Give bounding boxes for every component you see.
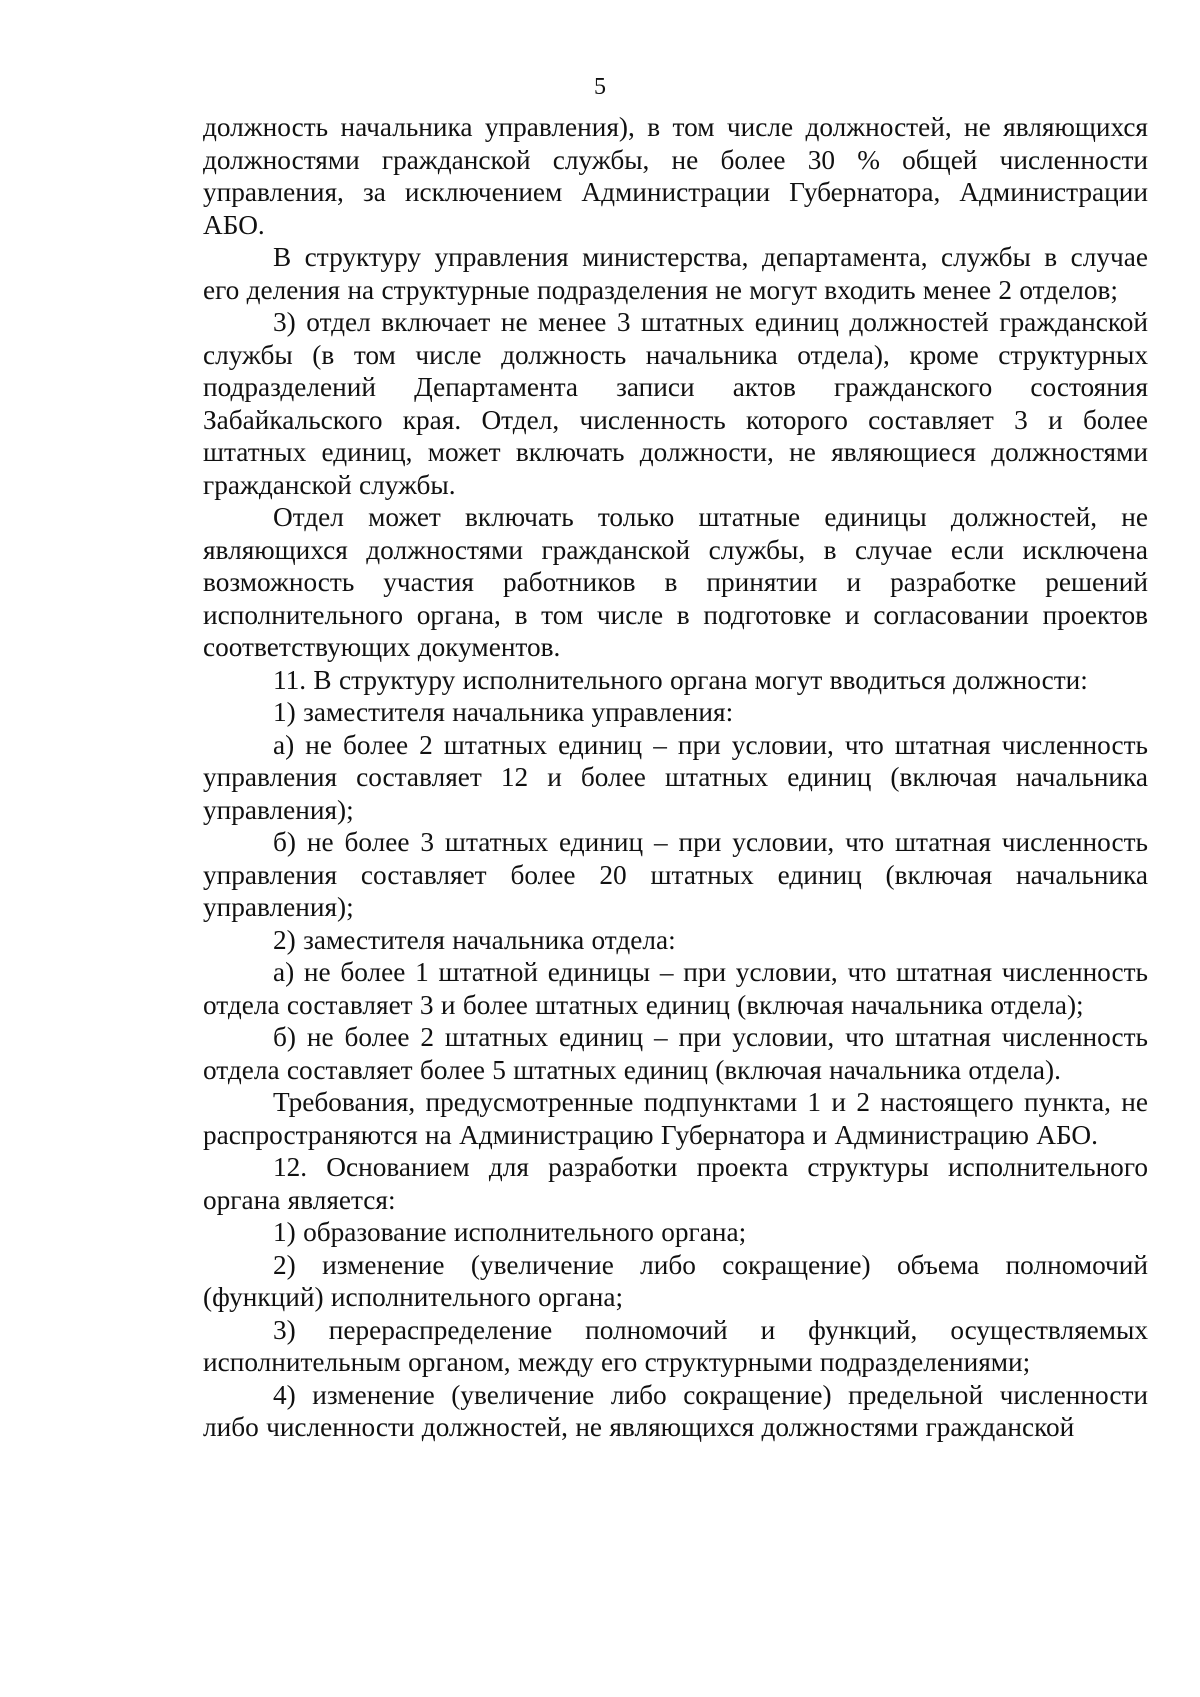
page-number: 5 <box>594 74 606 100</box>
paragraph: 2) заместителя начальника отдела: <box>273 924 676 955</box>
paragraph: 2) изменение (увеличение либо сокращение) объема полномочий (функций) исполнительного органа; <box>203 1249 1148 1312</box>
paragraph: 1) заместителя начальника управления: <box>273 697 734 727</box>
paragraph: б) не более 2 штатных единиц – при условии, что штатная численность отдела составляет более 5 штатных единиц (включая начальника отдела). <box>203 1022 1148 1085</box>
paragraph: В структуру управления министерства, департамента, службы в случае его деления на структурные подразделения не могут входить менее 2 отделов; <box>203 242 1148 305</box>
paragraph: Отдел может включать только штатные единицы должностей, не являющихся должностями гражданской службы, в случае если исключена возможность участия работников в принятии и разработке решений исполнительного органа, в том числе в подготовке и согласовании проектов соответствующих документов. <box>203 502 1148 662</box>
document-body <box>203 111 1148 1444</box>
paragraph: 3) отдел включает не менее 3 штатных единиц должностей гражданской службы (в том числе должность начальника отдела), кроме структурных подразделений Департамента записи актов гражданского состояния Забайкальского края. Отдел, численность которого составляет 3 и более штатных единиц, может включать должности, не являющиеся должностями гражданской службы. <box>203 307 1148 500</box>
paragraph: Требования, предусмотренные подпунктами 1 и 2 настоящего пункта, не распространяются на Администрацию Губернатора и Администрацию АБО. <box>203 1087 1148 1150</box>
paragraph: 4) изменение (увеличение либо сокращение) предельной численности либо численности должностей, не являющихся должностями гражданской <box>203 1379 1148 1442</box>
paragraph: 1) образование исполнительного органа; <box>273 1217 747 1247</box>
paragraph: 11. В структуру исполнительного органа могут вводиться должности: <box>273 664 1088 695</box>
paragraph: должность начальника управления), в том числе должностей, не являющихся должностями гражданской службы, не более 30 % общей численности управления, за исключением Администрации Губернатора, Администрации АБО. <box>203 112 1148 240</box>
paragraph: а) не более 1 штатной единицы – при условии, что штатная численность отдела составляет 3 и более штатных единиц (включая начальника отдела); <box>203 957 1148 1020</box>
paragraph: 3) перераспределение полномочий и функций, осуществляемых исполнительным органом, между его структурными подразделениями; <box>203 1314 1148 1377</box>
paragraph: 12. Основанием для разработки проекта структуры исполнительного органа является: <box>203 1152 1148 1215</box>
paragraph: а) не более 2 штатных единиц – при условии, что штатная численность управления составляет 12 и более штатных единиц (включая начальника управления); <box>203 729 1148 825</box>
paragraph: б) не более 3 штатных единиц – при условии, что штатная численность управления составляет более 20 штатных единиц (включая начальника управления); <box>203 827 1148 922</box>
